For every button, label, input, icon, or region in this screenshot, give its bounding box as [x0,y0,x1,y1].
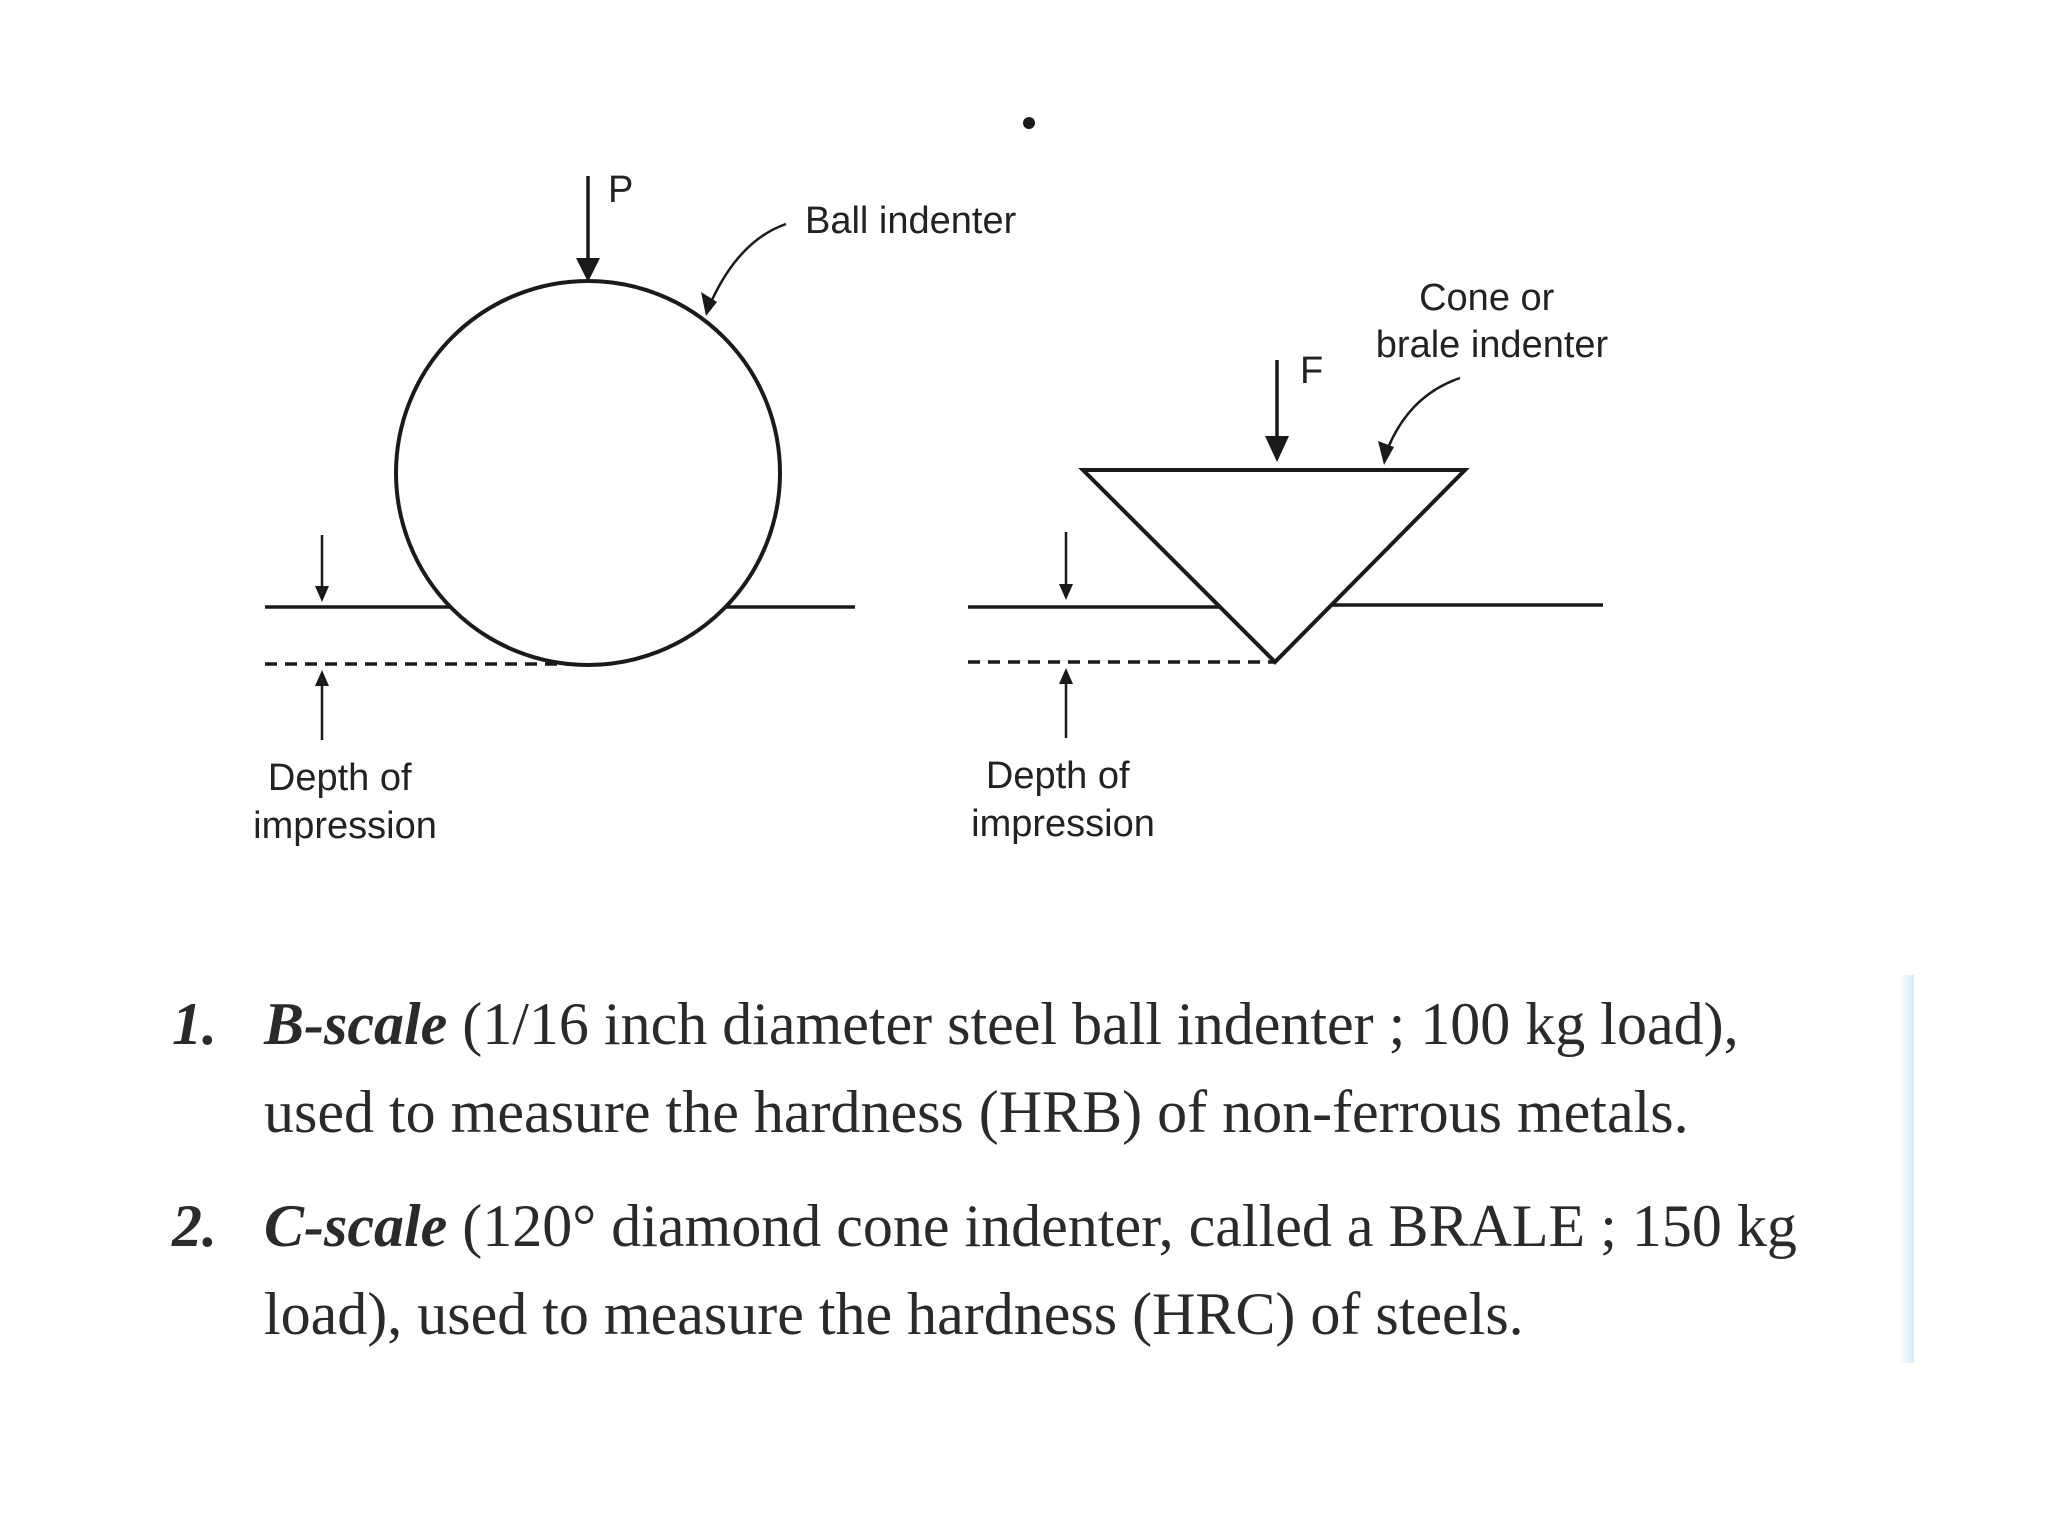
cone-load-arrowhead [1265,436,1289,462]
ball-load-arrowhead [576,258,600,282]
ball-depth-bottom-arrowhead [315,670,329,686]
scale-item-name: B-scale [264,991,448,1057]
scale-item-c [160,1182,1940,1358]
scale-item-number: 1. [172,991,217,1057]
ball-depth-top-arrowhead [315,586,329,602]
cone-depth-label-line1: Depth of [985,755,1130,797]
scale-item-name: C-scale [264,1193,448,1259]
cone-indenter-figure [968,277,1609,845]
cone-depth-bottom-arrowhead [1059,668,1073,684]
ball-depth-label-line2: impression [253,805,437,847]
cone-indenter-label [1376,277,1609,366]
ball-load-label: P [608,169,634,211]
cone-indenter-triangle [1083,470,1465,662]
cone-depth-label [971,755,1155,845]
scale-item-number: 2. [172,1193,217,1259]
scale-item-b [160,980,1940,1156]
cone-depth-label-line2: impression [971,803,1155,845]
cone-load-label: F [1300,350,1324,392]
cone-indenter-label-line2: brale indenter [1375,324,1609,366]
cone-depth-top-arrowhead [1059,584,1073,600]
scale-item-line1 [264,1182,1940,1270]
scale-item-line2: load), used to measure the hardness (HRC) of steels. [264,1281,1524,1347]
ball-indenter-circle [396,281,780,665]
scale-item-description: (1/16 inch diameter steel ball indenter ; 100 kg load), [447,991,1739,1057]
stray-dot [1023,117,1035,129]
cone-indenter-leader-arrowhead [1378,441,1394,465]
ball-indenter-figure [253,169,1016,847]
scale-item-description: (120° diamond cone indenter, called a BRALE ; 150 kg [447,1193,1797,1259]
ball-indenter-label: Ball indenter [805,200,1017,242]
scale-item-line2: used to measure the hardness (HRB) of non-ferrous metals. [264,1079,1689,1145]
cone-indenter-label-line1: Cone or [1419,277,1555,319]
ball-indenter-leader-curve [712,224,786,300]
ball-depth-label-line1: Depth of [267,757,412,799]
ball-depth-label [253,757,437,847]
hardness-scales-list [160,980,1940,1384]
cone-indenter-leader-curve [1388,378,1460,448]
scale-item-line1 [264,980,1940,1068]
